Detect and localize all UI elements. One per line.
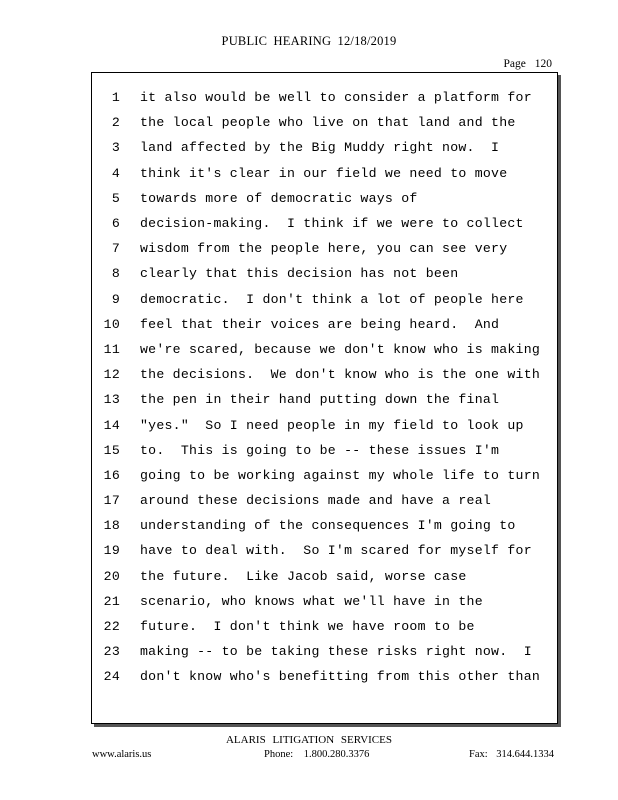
line-text: the pen in their hand putting down the final [140, 392, 500, 408]
line-number: 1 [111, 90, 120, 106]
transcript-line [92, 664, 557, 689]
page-number: 120 [534, 58, 552, 70]
line-number: 9 [111, 291, 120, 307]
transcript-line [92, 412, 557, 437]
line-text: it also would be well to consider a platform for [140, 90, 532, 106]
transcript-line [92, 337, 557, 362]
transcript-line [92, 287, 557, 312]
line-number: 14 [103, 417, 120, 433]
footer-phone-label: Phone: [264, 749, 294, 760]
line-number: 17 [103, 493, 120, 509]
line-text: don't know who's benefitting from this other than [140, 669, 541, 685]
transcript-line [92, 211, 557, 236]
line-number: 11 [103, 341, 120, 357]
transcript-line [92, 387, 557, 412]
transcript-line [92, 438, 557, 463]
line-text: understanding of the consequences I'm going to [140, 518, 516, 534]
transcript-line [92, 186, 557, 211]
line-text: the decisions. We don't know who is the one with [140, 367, 541, 383]
transcript-line [92, 362, 557, 387]
line-number: 22 [103, 619, 120, 635]
footer-fax [469, 749, 554, 760]
line-number: 8 [111, 266, 120, 282]
line-text: feel that their voices are being heard. And [140, 316, 500, 332]
line-text: we're scared, because we don't know who is making [140, 341, 541, 357]
line-text: to. This is going to be -- these issues I'm [140, 442, 500, 458]
line-number: 13 [103, 392, 120, 408]
transcript-line [92, 538, 557, 563]
line-number: 2 [111, 115, 120, 131]
line-number: 6 [111, 216, 120, 232]
transcript-line [92, 161, 557, 186]
line-text: clearly that this decision has not been [140, 266, 459, 282]
line-text: democratic. I don't think a lot of people here [140, 291, 524, 307]
line-number: 7 [111, 241, 120, 257]
line-number: 3 [111, 140, 120, 156]
line-text: the future. Like Jacob said, worse case [140, 568, 467, 584]
transcript-line [92, 639, 557, 664]
footer-company-name: ALARIS LITIGATION SERVICES [225, 734, 392, 746]
footer-fax-number: 314.644.1334 [496, 749, 555, 760]
line-number: 10 [103, 316, 120, 332]
line-number: 19 [103, 543, 120, 559]
line-text: around these decisions made and have a real [140, 493, 492, 509]
page-label-text: Page [503, 58, 526, 70]
transcript-line [92, 236, 557, 261]
transcript-line [92, 261, 557, 286]
line-text: wisdom from the people here, you can see very [140, 241, 508, 257]
transcript-line [92, 312, 557, 337]
footer-phone [264, 749, 369, 760]
line-text: decision-making. I think if we were to collect [140, 216, 524, 232]
transcript-line [92, 85, 557, 110]
footer-phone-number: 1.800.280.3376 [303, 749, 370, 760]
transcript-line [92, 110, 557, 135]
line-text: think it's clear in our field we need to move [140, 165, 508, 181]
line-text: towards more of democratic ways of [140, 190, 418, 206]
line-number: 15 [103, 442, 120, 458]
transcript-line [92, 488, 557, 513]
line-number: 23 [103, 644, 120, 660]
line-number: 5 [111, 190, 120, 206]
footer-fax-label: Fax: [469, 749, 488, 760]
transcript-box [91, 72, 558, 724]
line-text: land affected by the Big Muddy right now. I [140, 140, 500, 156]
page-header-title: PUBLIC HEARING 12/18/2019 [221, 34, 397, 48]
line-text: future. I don't think we have room to be [140, 619, 475, 635]
line-number: 12 [103, 367, 120, 383]
line-text: have to deal with. So I'm scared for myself for [140, 543, 532, 559]
transcript-line [92, 513, 557, 538]
line-text: the local people who live on that land and the [140, 115, 516, 131]
line-number: 16 [103, 467, 120, 483]
line-number: 21 [103, 593, 120, 609]
line-number: 20 [103, 568, 120, 584]
transcript-lines [92, 85, 557, 690]
transcript-line [92, 589, 557, 614]
transcript-line [92, 463, 557, 488]
line-text: going to be working against my whole life to turn [140, 467, 541, 483]
line-text: scenario, who knows what we'll have in the [140, 593, 483, 609]
footer-website: www.alaris.us [92, 749, 152, 760]
line-number: 18 [103, 518, 120, 534]
transcript-line [92, 614, 557, 639]
line-number: 4 [111, 165, 120, 181]
line-number: 24 [103, 669, 120, 685]
line-text: making -- to be taking these risks right now. I [140, 644, 532, 660]
page-number-label [504, 58, 552, 70]
transcript-line [92, 135, 557, 160]
line-text: "yes." So I need people in my field to look up [140, 417, 524, 433]
transcript-line [92, 564, 557, 589]
